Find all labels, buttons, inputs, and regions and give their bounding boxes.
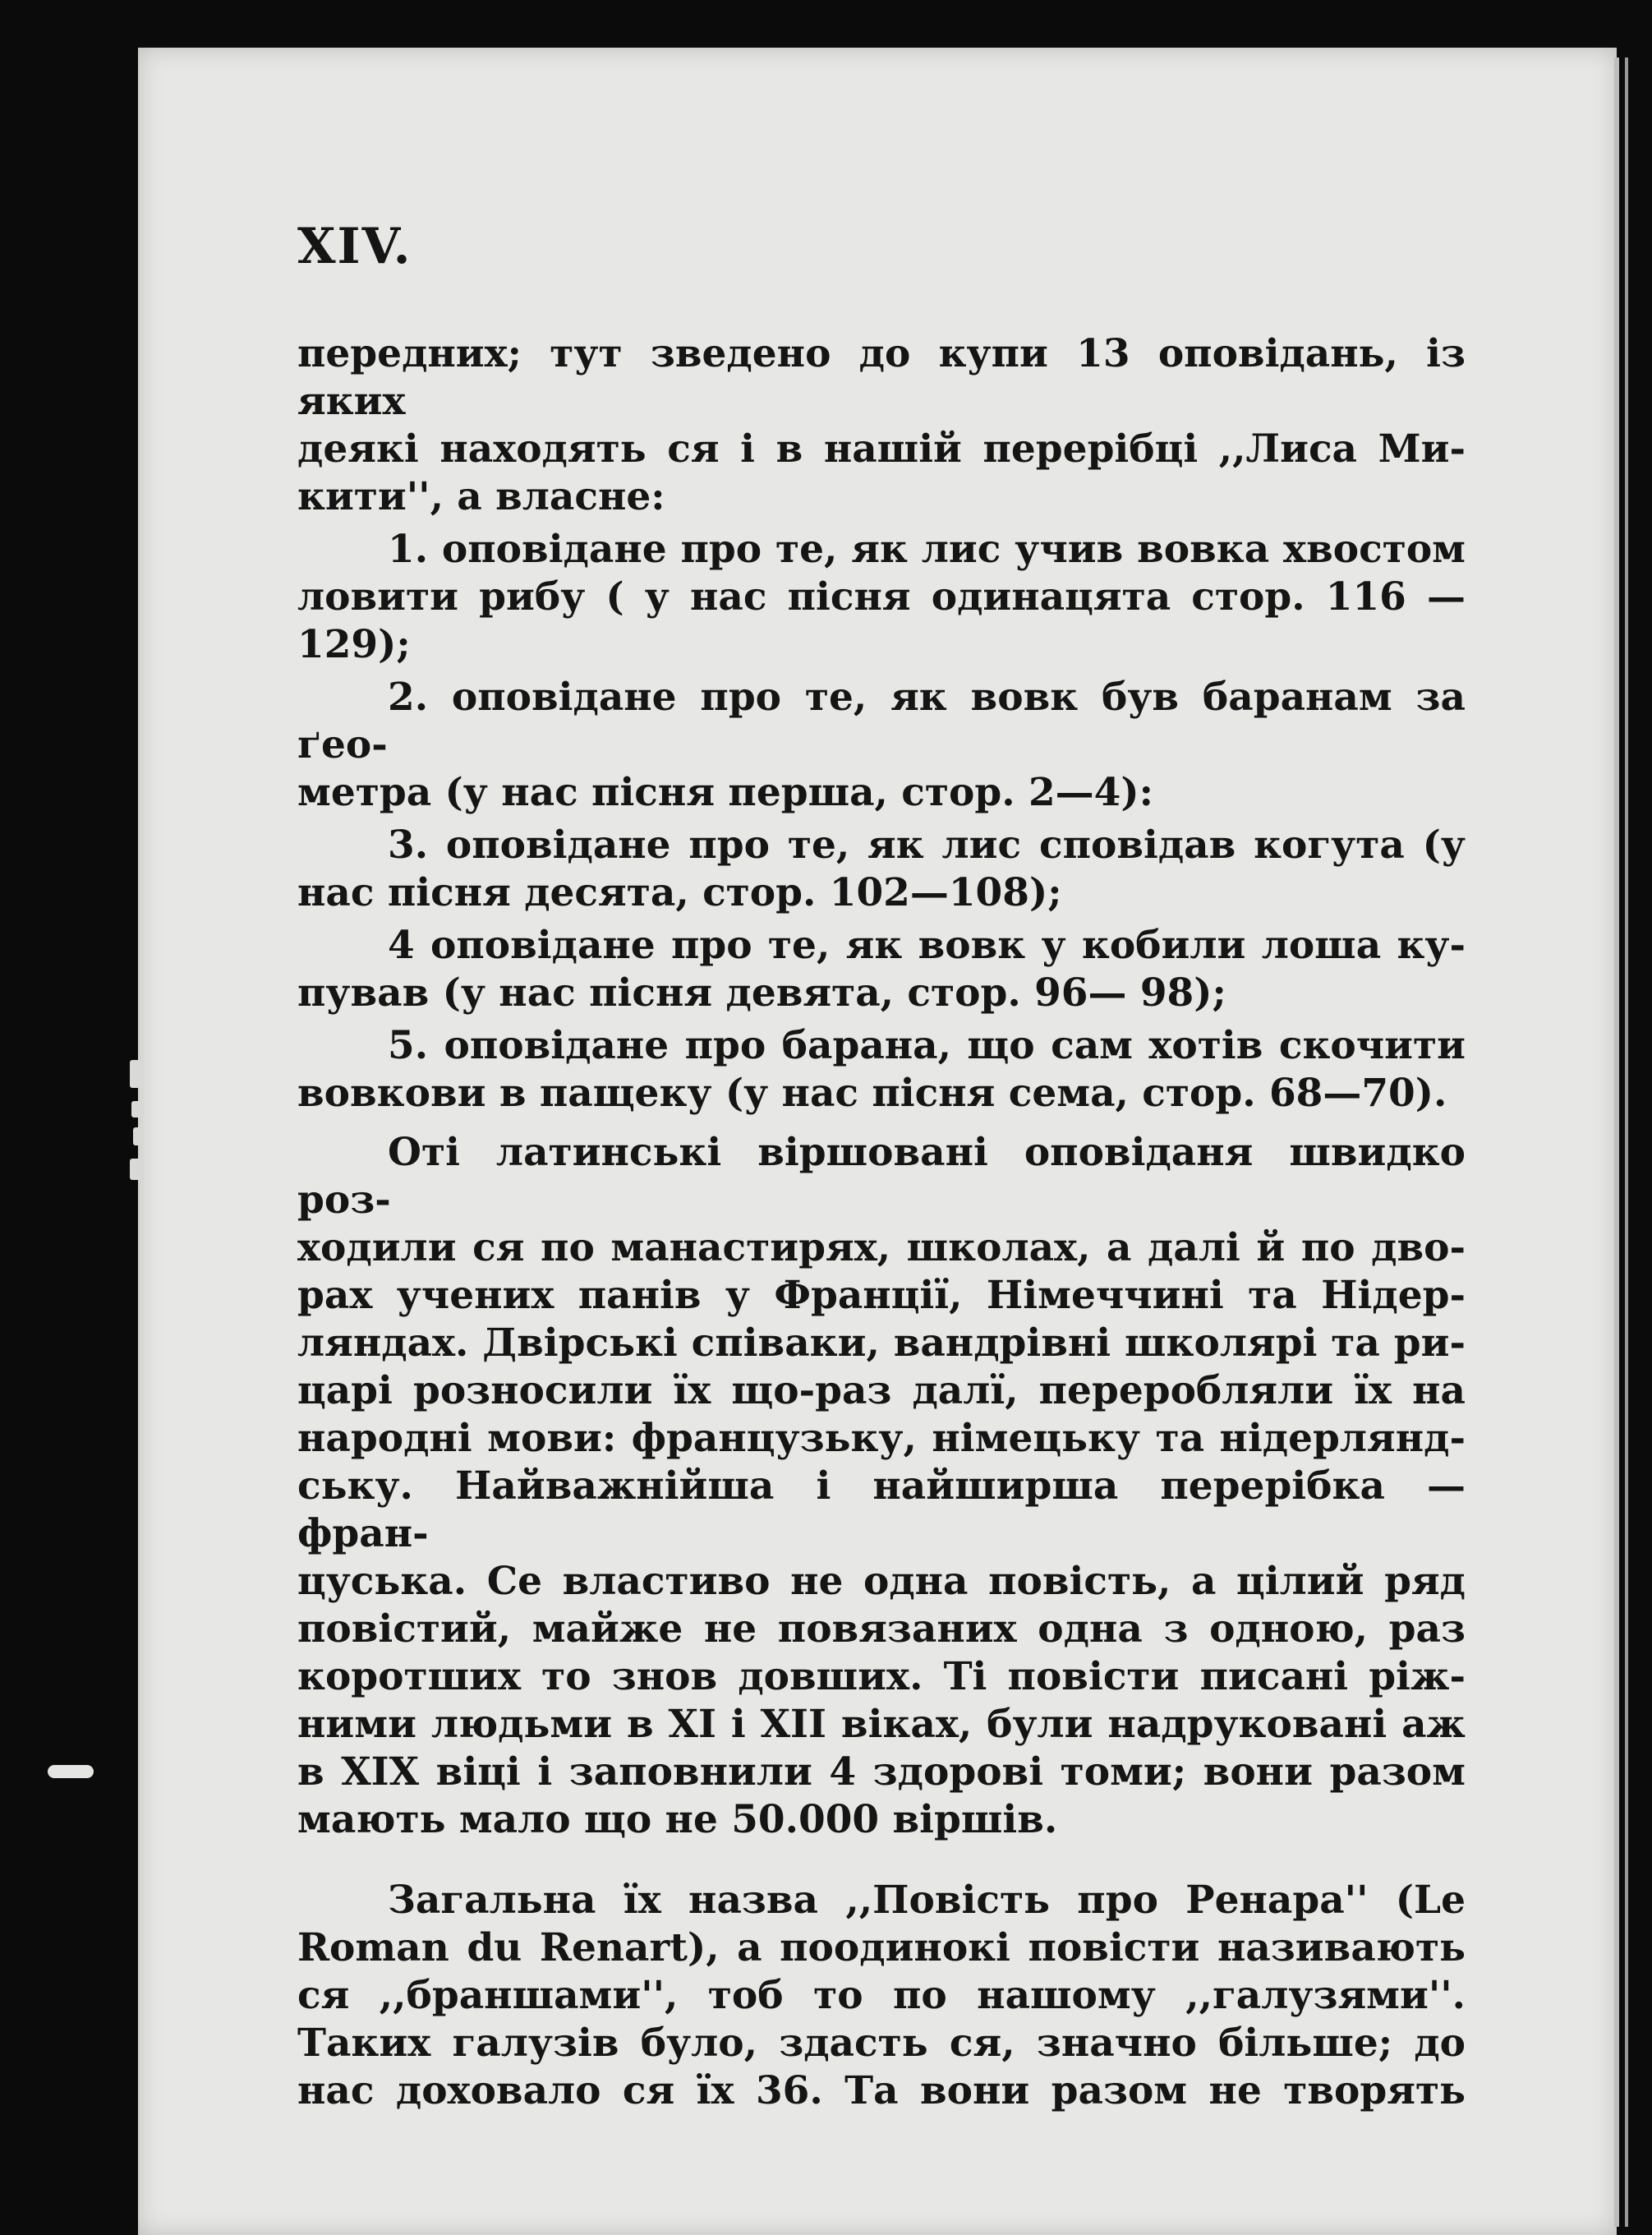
text-line: вовкови в пащеку (у нас пісня сема, стор. 68—70). bbox=[297, 1071, 1447, 1116]
text-line: Загальна їх назва ,,Повість про Ренара'' (Le bbox=[388, 1878, 1466, 1923]
text-line: коротших то знов довших. Ті повісти писані ріж- bbox=[297, 1654, 1466, 1699]
page-edge-shadow bbox=[1625, 58, 1628, 2227]
text-line: метра (у нас пісня перша, стор. 2—4): bbox=[297, 770, 1153, 815]
text-line: кити'', а власне: bbox=[297, 474, 665, 519]
text-line: цуська. Се властиво не одна повість, а цілий ряд bbox=[297, 1559, 1466, 1604]
text-line: передних; тут зведено до купи 13 оповідань, із яких bbox=[297, 331, 1466, 424]
text-line: Оті латинські віршовані оповіданя швидко роз- bbox=[297, 1130, 1466, 1223]
text-line: царі розносили їх що-раз далї, переробляли їх на bbox=[297, 1368, 1466, 1413]
page-number: XIV. bbox=[297, 218, 412, 275]
text-line: Таких галузів було, здасть ся, значно більше; до bbox=[297, 2021, 1466, 2066]
text-line: народні мови: французьку, німецьку та нідерлянд- bbox=[297, 1416, 1466, 1461]
text-line: ляндах. Двірські співаки, вандрівні школярі та ри- bbox=[297, 1320, 1466, 1366]
margin-smudge bbox=[48, 1765, 94, 1778]
text-line: деякі находять ся і в нашій перерібці ,,Лиса Ми- bbox=[297, 426, 1466, 472]
text-line: мають мало що не 50.000 віршів. bbox=[297, 1797, 1058, 1842]
text-line: пував (у нас пісня девята, стор. 96— 98); bbox=[297, 970, 1226, 1016]
list-item-5 bbox=[297, 1022, 1466, 1118]
list-item-1 bbox=[297, 526, 1466, 669]
text-line: ловити рибу ( у нас пісня одинацята стор. 116 — bbox=[297, 574, 1466, 620]
text-line: 129); bbox=[297, 622, 411, 667]
text-line: нас пісня десята, стор. 102—108); bbox=[297, 870, 1062, 915]
text-line: нас доховало ся їх 36. Та вони разом не творять bbox=[297, 2068, 1466, 2113]
paragraph-latin-tales bbox=[297, 1129, 1466, 1844]
margin-marks bbox=[123, 1060, 156, 1191]
text-line: 3. оповідане про те, як лис сповідав когута (у bbox=[388, 823, 1466, 868]
text-line: в XIX віці і заповнили 4 здорові томи; вони разом bbox=[297, 1749, 1466, 1795]
text-line: 5. оповідане про барана, що сам хотів скочити bbox=[388, 1023, 1466, 1068]
list-item-4 bbox=[297, 922, 1466, 1017]
list-item-2 bbox=[297, 674, 1466, 817]
text-line: повістий, майже не повязаних одна з одною, раз bbox=[297, 1606, 1466, 1652]
text-line: рах учених панів у Франції, Німеччині та Нідер- bbox=[297, 1273, 1466, 1318]
text-line: 2. оповідане про те, як вовк був баранам за ґео- bbox=[297, 675, 1466, 767]
text-line: ходили ся по манастирях, школах, а далі й по дво- bbox=[297, 1225, 1466, 1270]
text-line: ся ,,браншами'', тоб то по нашому ,,галузями''. bbox=[297, 1973, 1466, 2018]
list-item-3 bbox=[297, 822, 1466, 917]
page-edge bbox=[1614, 58, 1619, 2227]
text-line: 4 оповідане про те, як вовк у кобили лоша ку- bbox=[388, 923, 1466, 968]
text-line: ську. Найважнійша і найширша перерібка — фран- bbox=[297, 1463, 1466, 1556]
text-line: ними людьми в XI і XII віках, були надруковані аж bbox=[297, 1702, 1466, 1747]
text-line: Roman du Renart), а поодинокі повісти називають bbox=[297, 1925, 1466, 1970]
paragraph-intro bbox=[297, 330, 1466, 521]
page-text bbox=[297, 218, 1466, 2115]
text-line: 1. оповідане про те, як лис учив вовка хвостом bbox=[388, 527, 1466, 572]
paragraph-renart bbox=[297, 1877, 1466, 2115]
